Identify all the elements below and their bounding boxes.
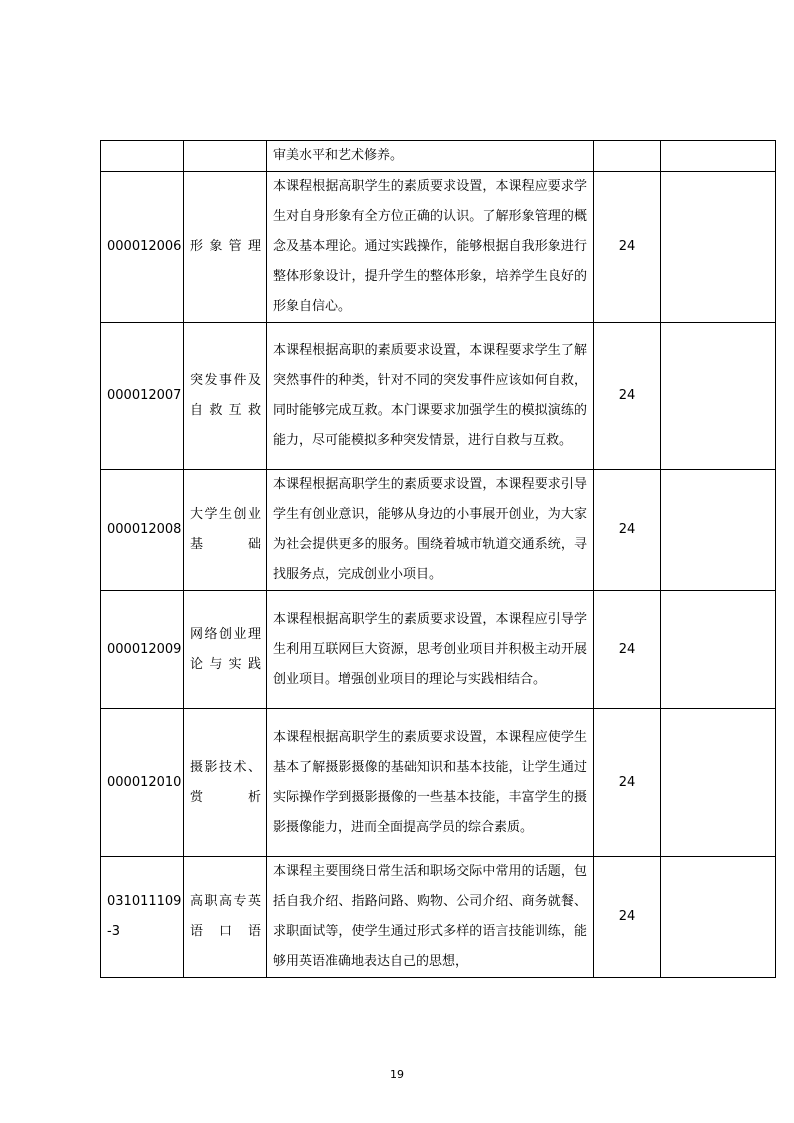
- course-hours: [594, 141, 661, 172]
- course-extra: [661, 172, 776, 323]
- course-description: 本课程根据高职学生的素质要求设置，本课程要求引导学生有创业意识，能够从身边的小事展开创业，为大家为社会提供更多的服务。围绕着城市轨道交通系统，寻找服务点，完成创业小项目。: [267, 470, 594, 591]
- page-number: 19: [390, 1068, 404, 1081]
- table-row: [101, 857, 776, 978]
- course-table: [100, 140, 776, 978]
- table-row: [101, 172, 776, 323]
- course-description: 本课程根据高职学生的素质要求设置，本课程应使学生基本了解摄影摄像的基础知识和基本技能，让学生通过实际操作学到摄影摄像的一些基本技能，丰富学生的摄影摄像能力，进而全面提高学员的综合素质。: [267, 709, 594, 857]
- course-name: 大学生创业基础: [184, 470, 267, 591]
- course-extra: [661, 709, 776, 857]
- course-name: 摄影技术、赏析: [184, 709, 267, 857]
- course-description: 审美水平和艺术修养。: [267, 141, 594, 172]
- course-hours: 24: [594, 172, 661, 323]
- course-extra: [661, 591, 776, 709]
- course-code: 000012008: [101, 470, 184, 591]
- course-code: 000012007: [101, 323, 184, 470]
- course-code: 000012009: [101, 591, 184, 709]
- course-name: 高职高专英语口语: [184, 857, 267, 978]
- course-description: 本课程根据高职学生的素质要求设置，本课程应要求学生对自身形象有全方位正确的认识。了解形象管理的概念及基本理论。通过实践操作，能够根据自我形象进行整体形象设计，提升学生的整体形象，培养学生良好的形象自信心。: [267, 172, 594, 323]
- table-row: [101, 709, 776, 857]
- course-hours: 24: [594, 857, 661, 978]
- course-extra: [661, 323, 776, 470]
- course-description: 本课程主要围绕日常生活和职场交际中常用的话题，包括自我介绍、指路问路、购物、公司介绍、商务就餐、求职面试等，使学生通过形式多样的语言技能训练，能够用英语准确地表达自己的思想，: [267, 857, 594, 978]
- course-hours: 24: [594, 323, 661, 470]
- course-hours: 24: [594, 709, 661, 857]
- course-name: 突发事件及自救互救: [184, 323, 267, 470]
- course-hours: 24: [594, 470, 661, 591]
- course-code: [101, 141, 184, 172]
- table-row: [101, 323, 776, 470]
- course-name: [184, 141, 267, 172]
- course-name: 形象管理: [184, 172, 267, 323]
- course-description: 本课程根据高职的素质要求设置，本课程要求学生了解突然事件的种类，针对不同的突发事件应该如何自救，同时能够完成互救。本门课要求加强学生的模拟演练的能力，尽可能模拟多种突发情景，进行自救与互救。: [267, 323, 594, 470]
- course-code: 031011109-3: [101, 857, 184, 978]
- course-name: 网络创业理论与实践: [184, 591, 267, 709]
- course-hours: 24: [594, 591, 661, 709]
- course-description: 本课程根据高职学生的素质要求设置，本课程应引导学生利用互联网巨大资源，思考创业项目并积极主动开展创业项目。增强创业项目的理论与实践相结合。: [267, 591, 594, 709]
- course-code: 000012010: [101, 709, 184, 857]
- table-row: [101, 591, 776, 709]
- course-code: 000012006: [101, 172, 184, 323]
- table-row: [101, 470, 776, 591]
- table-row: [101, 141, 776, 172]
- course-extra: [661, 857, 776, 978]
- course-extra: [661, 470, 776, 591]
- course-extra: [661, 141, 776, 172]
